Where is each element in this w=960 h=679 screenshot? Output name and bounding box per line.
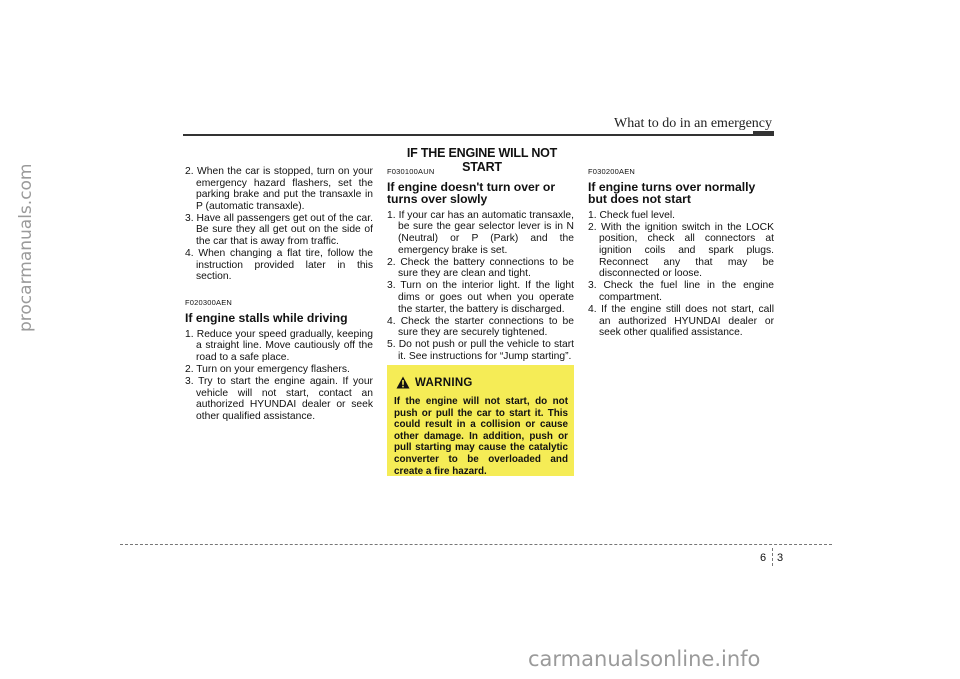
list-item: 1. Reduce your speed gradually, keeping a straight line. Move cautiously off the road to a safe place. bbox=[185, 328, 373, 363]
chapter-number: 6 bbox=[760, 552, 767, 564]
section-heading-engine-no-turn-over: If engine doesn't turn over or turns over slowly bbox=[387, 179, 556, 207]
list-item: 5. Do not push or pull the vehicle to start it. See instructions for “Jump starting”. bbox=[387, 339, 574, 362]
chapter-header-title: What to do in an emergency bbox=[614, 116, 772, 131]
list-item: 4. If the engine still does not start, call an authorized HYUNDAI dealer or seek other qualified assistance. bbox=[588, 304, 774, 339]
column-3 bbox=[588, 166, 774, 339]
list-item: 2. With the ignition switch in the LOCK position, check all connectors at ignition coils and spark plugs. Reconnect any that may be disconnected or loose. bbox=[588, 221, 774, 280]
page-number-separator bbox=[772, 548, 773, 566]
bottom-watermark: carmanualsonline.info bbox=[528, 647, 761, 671]
warning-text: If the engine will not start, do not push or pull the car to start it. This could result in a collision or cause other damage. In addition, push or pull starting may cause the catalytic converter to be overloaded and create a fire hazard. bbox=[394, 396, 568, 477]
stall-steps-list bbox=[185, 329, 373, 423]
section-code: F030100AUN bbox=[387, 167, 435, 176]
list-item: 3. Try to start the engine again. If your vehicle will not start, contact an authorized HYUNDAI dealer or seek other qualified assistance. bbox=[185, 376, 373, 422]
header-rule bbox=[183, 134, 774, 136]
warning-title: WARNING bbox=[415, 376, 473, 389]
section-title: IF THE ENGINE WILL NOT START bbox=[406, 146, 558, 174]
list-item: 2. Turn on your emergency flashers. bbox=[185, 363, 350, 375]
list-item: 3. Check the fuel line in the engine compartment. bbox=[588, 280, 774, 303]
turns-over-steps-list bbox=[588, 210, 774, 339]
section-heading-engine-stalls: If engine stalls while driving bbox=[185, 311, 348, 326]
footer-rule bbox=[120, 544, 832, 545]
list-item: 4. Check the starter connections to be sure they are securely tightened. bbox=[387, 315, 574, 339]
warning-triangle-icon bbox=[396, 376, 410, 389]
no-turn-over-steps-list bbox=[387, 210, 574, 363]
header-rule-block bbox=[753, 131, 774, 136]
warning-header bbox=[396, 376, 473, 389]
section-heading-engine-turns-over: If engine turns over normally but does not start bbox=[588, 179, 756, 207]
list-item: 1. Check fuel level. bbox=[588, 209, 675, 221]
column-2 bbox=[387, 166, 574, 363]
section-code: F020300AEN bbox=[185, 298, 233, 308]
list-item: 2. When the car is stopped, turn on your emergency hazard flashers, set the parking brake and put the transaxle in P (automatic transaxle). bbox=[185, 166, 373, 212]
list-item: 3. Turn on the interior light. If the light dims or goes out when you operate the starter, the battery is discharged. bbox=[387, 280, 574, 315]
list-item: 3. Have all passengers get out of the car. Be sure they all get out on the side of the car that is away from traffic. bbox=[185, 212, 373, 248]
page-number: 3 bbox=[777, 552, 784, 564]
warning-box bbox=[387, 365, 574, 476]
list-item: 4. When changing a flat tire, follow the instruction provided later in this section. bbox=[185, 248, 373, 283]
list-item: 2. Check the battery connections to be sure they are clean and tight. bbox=[387, 256, 574, 280]
list-item: 1. If your car has an automatic transaxle, be sure the gear selector lever is in N (Neutral) or P (Park) and the emergency brake is set. bbox=[387, 209, 574, 256]
emergency-steps-list bbox=[185, 166, 373, 283]
section-code: F030200AEN bbox=[588, 167, 636, 176]
column-1 bbox=[185, 166, 373, 423]
